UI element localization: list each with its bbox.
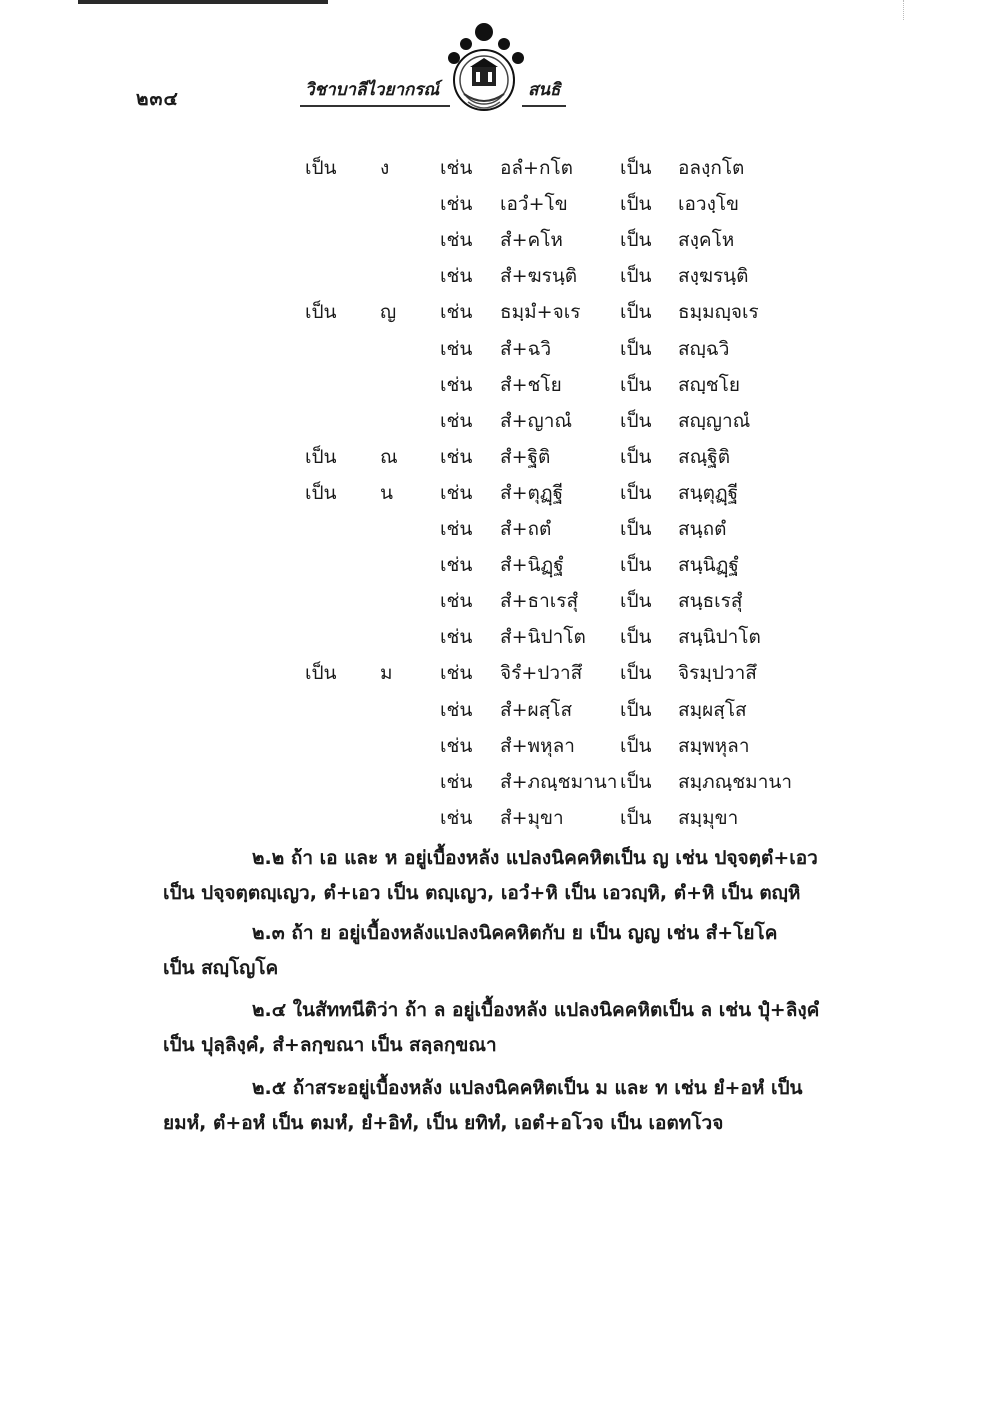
row-becomes-marker: เป็น [620,446,652,468]
row-source-form: สํ+ญาณํ [500,410,573,432]
row-result-form: สนฺถตํ [678,518,727,540]
paragraph-line: เป็น ปจฺจตฺตญฺเญว, ตํ+เอว เป็น ตญฺเญว, เอวํ+หิ เป็น เอวญฺหิ, ตํ+หิ เป็น ตญฺหิ [163,882,801,904]
row-result-form: สญฺฉวิ [678,338,730,360]
row-example-marker: เช่น [440,699,473,721]
row-becomes-marker: เป็น [620,410,652,432]
row-becomes-marker: เป็น [620,518,652,540]
row-source-form: สํ+นิฏฺฐํ [500,554,564,576]
row-result-form: สนฺธเรสุํ [678,590,743,612]
row-becomes-marker: เป็น [620,229,652,251]
row-result-form: สมฺพหุลา [678,735,750,757]
row-source-form: สํ+ธาเรสุํ [500,590,579,612]
row-result-form: สมฺภณฺชมานา [678,771,793,793]
row-source-form: เอวํ+โข [500,193,568,215]
row-example-marker: เช่น [440,374,473,396]
row-result-form: สมฺมุขา [678,807,739,829]
row-example-marker: เช่น [440,446,473,468]
row-example-marker: เช่น [440,518,473,540]
row-example-marker: เช่น [440,482,473,504]
paragraph-line: เป็น ปุลฺลิงฺคํ, สํ+ลกฺขณา เป็น สลฺลกฺขณา [163,1034,497,1056]
row-becomes-marker: เป็น [620,374,652,396]
row-result-form: อลงฺกโต [678,157,745,179]
row-result-form: สมฺผสฺโส [678,699,747,721]
row-becomes-marker: เป็น [620,301,652,323]
row-group-label: เป็น [305,482,337,504]
row-source-form: สํ+ถตํ [500,518,552,540]
row-becomes-marker: เป็น [620,590,652,612]
paragraph-line: ๒.๒ ถ้า เอ และ ห อยู่เบื้องหลัง แปลงนิคคหิตเป็น ญ เช่น ปจฺจตฺตํ+เอว [252,847,818,869]
row-result-form: สงฺฆรนฺติ [678,265,749,287]
row-group-label: เป็น [305,301,337,323]
paragraph-line: เป็น สญฺโญโค [163,957,279,979]
row-source-form: อลํ+กโต [500,157,574,179]
paragraph-line: ยมหํ, ตํ+อหํ เป็น ตมหํ, ยํ+อิทํ, เป็น ยทิทํ, เอตํ+อโวจ เป็น เอตทโวจ [163,1112,724,1134]
row-result-form: สญฺชโย [678,374,741,396]
row-letter: น [380,482,393,504]
row-source-form: สํ+ฉวิ [500,338,552,360]
row-example-marker: เช่น [440,265,473,287]
top-rule [78,0,328,4]
row-result-form: ธมฺมญฺจเร [678,301,759,323]
row-becomes-marker: เป็น [620,735,652,757]
paragraph-line: ๒.๔ ในสัททนีติว่า ถ้า ล อยู่เบื้องหลัง แปลงนิคคหิตเป็น ล เช่น ปุํ+ลิงฺคํ [252,999,820,1021]
row-source-form: สํ+ชโย [500,374,562,396]
row-example-marker: เช่น [440,301,473,323]
row-group-label: เป็น [305,446,337,468]
row-becomes-marker: เป็น [620,338,652,360]
row-letter: ม [380,662,393,684]
row-source-form: สํ+นิปาโต [500,626,586,648]
row-example-marker: เช่น [440,410,473,432]
row-result-form: สณฺฐิติ [678,446,731,468]
page-number: ๒๓๔ [136,88,179,110]
row-example-marker: เช่น [440,338,473,360]
row-result-form: สงฺคโห [678,229,735,251]
row-source-form: สํ+ตุฏฺฐี [500,482,564,504]
row-group-label: เป็น [305,157,337,179]
row-example-marker: เช่น [440,626,473,648]
paragraph-line: ๒.๓ ถ้า ย อยู่เบื้องหลังแปลงนิคคหิตกับ ย เป็น ญญ เช่น สํ+โยโค [252,922,778,944]
row-result-form: จิรมฺปวาสึ [678,662,757,684]
row-source-form: สํ+มุขา [500,807,564,829]
row-source-form: จิรํ+ปวาสึ [500,662,583,684]
row-group-label: เป็น [305,662,337,684]
row-result-form: สญฺญาณํ [678,410,751,432]
row-example-marker: เช่น [440,662,473,684]
row-example-marker: เช่น [440,590,473,612]
row-source-form: ธมฺมํ+จเร [500,301,581,323]
row-result-form: สนฺนิฏฺฐํ [678,554,739,576]
row-example-marker: เช่น [440,554,473,576]
row-letter: ณ [380,446,398,468]
row-becomes-marker: เป็น [620,626,652,648]
scan-mark [903,0,910,20]
row-result-form: สนฺนิปาโต [678,626,761,648]
row-example-marker: เช่น [440,735,473,757]
row-becomes-marker: เป็น [620,157,652,179]
row-letter: ง [380,157,390,179]
row-source-form: สํ+ภณฺชมานา [500,771,618,793]
row-example-marker: เช่น [440,193,473,215]
row-source-form: สํ+คโห [500,229,563,251]
row-becomes-marker: เป็น [620,771,652,793]
row-source-form: สํ+ฆรนฺติ [500,265,578,287]
row-source-form: สํ+ผสฺโส [500,699,573,721]
header-title: วิชาบาลีไวยากรณ์ [305,80,440,100]
row-result-form: เอวงฺโข [678,193,740,215]
header-underline [300,105,450,107]
emblem-logo [440,22,530,122]
header-chapter: สนธิ [528,80,561,100]
row-becomes-marker: เป็น [620,482,652,504]
paragraph-line: ๒.๕ ถ้าสระอยู่เบื้องหลัง แปลงนิคคหิตเป็น ม และ ท เช่น ยํ+อหํ เป็น [252,1077,803,1099]
row-source-form: สํ+พหุลา [500,735,575,757]
row-example-marker: เช่น [440,229,473,251]
row-becomes-marker: เป็น [620,699,652,721]
row-example-marker: เช่น [440,771,473,793]
row-letter: ญ [380,301,397,323]
row-becomes-marker: เป็น [620,554,652,576]
row-source-form: สํ+ฐิติ [500,446,551,468]
row-becomes-marker: เป็น [620,662,652,684]
row-example-marker: เช่น [440,157,473,179]
row-becomes-marker: เป็น [620,265,652,287]
row-becomes-marker: เป็น [620,193,652,215]
row-example-marker: เช่น [440,807,473,829]
row-becomes-marker: เป็น [620,807,652,829]
row-result-form: สนฺตุฏฺฐี [678,482,739,504]
